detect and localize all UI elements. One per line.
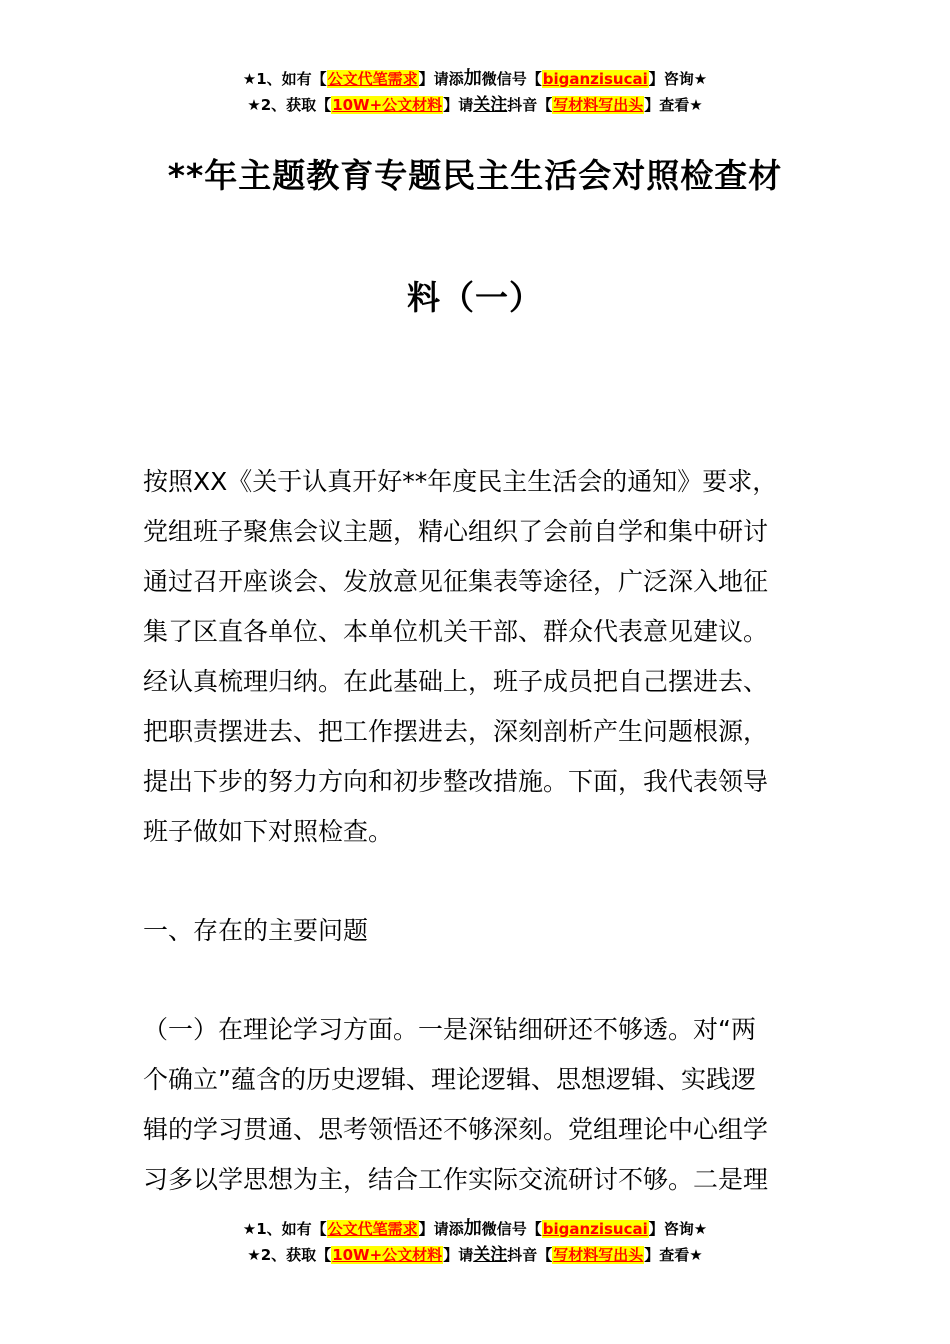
- highlight-douyin: 写材料写出头: [553, 96, 644, 114]
- highlight-douyin: 写材料写出头: [553, 1246, 644, 1264]
- banner-text: ★1、如有【: [242, 1220, 327, 1238]
- banner-text: 抖音【: [507, 1246, 553, 1264]
- highlight-materials: 10W+公文材料: [332, 1246, 443, 1264]
- highlight-wechat-id: biganzisucai: [542, 1220, 648, 1238]
- banner-text: 】咨询★: [648, 1220, 708, 1238]
- banner-text: 抖音【: [507, 96, 553, 114]
- banner-text: 】请: [443, 1246, 474, 1264]
- highlight-service: 公文代笔需求: [327, 70, 418, 88]
- text-line: 把职责摆进去、把工作摆进去，深刻剖析产生问题根源，: [143, 717, 769, 746]
- banner-text: 微信号【: [481, 1220, 542, 1238]
- banner-line-1: [0, 66, 950, 92]
- document-title-line-2: 料（一）: [407, 278, 543, 317]
- text-line: 习多以学思想为主，结合工作实际交流研讨不够。二是理: [143, 1165, 769, 1194]
- banner-text: ★2、获取【: [247, 96, 332, 114]
- highlight-materials: 10W+公文材料: [332, 96, 443, 114]
- banner-text: 】请: [443, 96, 474, 114]
- banner-text: ★2、获取【: [247, 1246, 332, 1264]
- text-line: 经认真梳理归纳。在此基础上，班子成员把自己摆进去、: [143, 667, 769, 696]
- text-line: 个确立”蕴含的历史逻辑、理论逻辑、思想逻辑、实践逻: [143, 1065, 756, 1094]
- text-line: 集了区直各单位、本单位机关干部、群众代表意见建议。: [143, 617, 769, 646]
- highlight-wechat-id: biganzisucai: [542, 70, 648, 88]
- banner-text: 加: [463, 68, 482, 89]
- section-paragraph: [143, 1005, 811, 1205]
- highlight-service: 公文代笔需求: [327, 1220, 418, 1238]
- text-line: 按照XX《关于认真开好**年度民主生活会的通知》要求，: [143, 467, 778, 496]
- banner-line-2: [0, 1242, 950, 1268]
- banner-text: 】查看★: [644, 96, 703, 114]
- banner-line-1: [0, 1216, 950, 1242]
- section-heading: 一、存在的主要问题: [143, 916, 369, 945]
- text-line: 班子做如下对照检查。: [143, 817, 394, 846]
- banner-line-2: [0, 92, 950, 118]
- text-line: 提出下步的努力方向和初步整改措施。下面，我代表领导: [143, 767, 769, 796]
- top-banner: [0, 66, 950, 118]
- intro-paragraph: [143, 457, 811, 857]
- banner-text: 关注: [473, 95, 508, 115]
- banner-text: 关注: [473, 1245, 508, 1265]
- document-title-line-1: **年主题教育专题民主生活会对照检查材: [167, 156, 783, 195]
- text-line: 党组班子聚焦会议主题，精心组织了会前自学和集中研讨: [143, 517, 769, 546]
- banner-text: 】请添: [418, 1220, 464, 1238]
- bottom-banner: [0, 1216, 950, 1268]
- banner-text: ★1、如有【: [242, 70, 327, 88]
- text-line: 辑的学习贯通、思考领悟还不够深刻。党组理论中心组学: [143, 1115, 769, 1144]
- text-line: 通过召开座谈会、发放意见征集表等途径，广泛深入地征: [143, 567, 769, 596]
- banner-text: 】请添: [418, 70, 464, 88]
- banner-text: 微信号【: [481, 70, 542, 88]
- banner-text: 】咨询★: [648, 70, 708, 88]
- banner-text: 加: [463, 1218, 482, 1239]
- text-line: （一）在理论学习方面。一是深钻细研还不够透。对“两: [143, 1015, 756, 1044]
- banner-text: 】查看★: [644, 1246, 703, 1264]
